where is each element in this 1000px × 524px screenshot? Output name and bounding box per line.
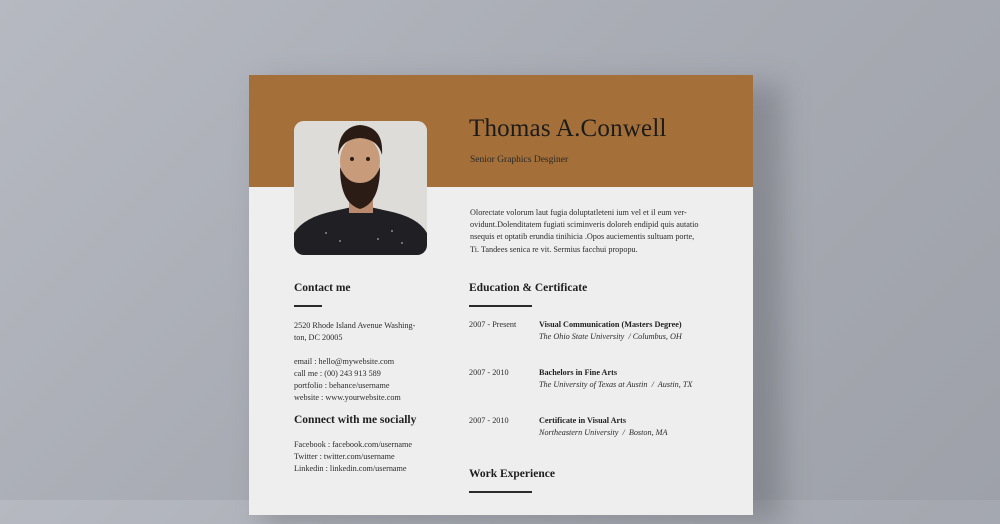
education-school: The University of Texas at Austin / Austin, TX bbox=[539, 380, 693, 389]
education-degree: Certificate in Visual Arts bbox=[539, 416, 627, 425]
about-paragraph bbox=[470, 207, 715, 256]
about-line: ovidunt.Dolenditatem fugiati sciminveris doloreh endipid quis autatio bbox=[470, 220, 699, 230]
address-line: ton, DC 20005 bbox=[294, 333, 343, 342]
portfolio-text: portfolio : behance/username bbox=[294, 381, 390, 390]
job-title: Senior Graphics Desginer bbox=[470, 155, 569, 165]
phone-text: call me : (00) 243 913 589 bbox=[294, 369, 381, 378]
resume-sheet bbox=[249, 75, 753, 515]
education-heading: Education & Certificate bbox=[469, 282, 588, 294]
twitter-text: Twitter : twitter.com/username bbox=[294, 452, 395, 461]
education-years: 2007 - 2010 bbox=[469, 416, 509, 425]
work-heading: Work Experience bbox=[469, 468, 555, 480]
education-degree: Bachelors in Fine Arts bbox=[539, 368, 618, 377]
social-heading: Connect with me socially bbox=[294, 414, 417, 426]
address-line: 2520 Rhode Island Avenue Washing- bbox=[294, 321, 416, 330]
email-text: email : hello@mywebsite.com bbox=[294, 357, 395, 366]
contact-address bbox=[294, 320, 415, 344]
education-rule bbox=[469, 305, 532, 307]
facebook-text: Facebook : facebook.com/username bbox=[294, 440, 412, 449]
linkedin-text: Linkedin : linkedin.com/username bbox=[294, 464, 407, 473]
education-years: 2007 - 2010 bbox=[469, 368, 509, 377]
education-years: 2007 - Present bbox=[469, 320, 517, 329]
social-links bbox=[294, 439, 412, 475]
portrait-photo-icon bbox=[294, 121, 427, 255]
profile-photo bbox=[294, 121, 427, 255]
education-school: The Ohio State University / Columbus, OH bbox=[539, 332, 682, 341]
contact-heading: Contact me bbox=[294, 282, 351, 294]
education-school: Northeastern University / Boston, MA bbox=[539, 428, 668, 437]
about-line: Olorectate volorum laut fugia doluptatleteni ium vel et il eum ver- bbox=[470, 208, 687, 217]
contact-details bbox=[294, 356, 401, 404]
about-line: Ti. Tandees senica re vit. Sermius facchui propopu. bbox=[470, 244, 638, 254]
website-text: website : www.yourwebsite.com bbox=[294, 393, 401, 402]
about-line: nsequis et optatib erundia tinihicia .Opos auciementis sultuam porte, bbox=[470, 232, 695, 242]
candidate-name: Thomas A.Conwell bbox=[469, 115, 667, 142]
contact-rule bbox=[294, 305, 322, 307]
education-degree: Visual Communication (Masters Degree) bbox=[539, 320, 682, 329]
work-rule bbox=[469, 491, 532, 493]
